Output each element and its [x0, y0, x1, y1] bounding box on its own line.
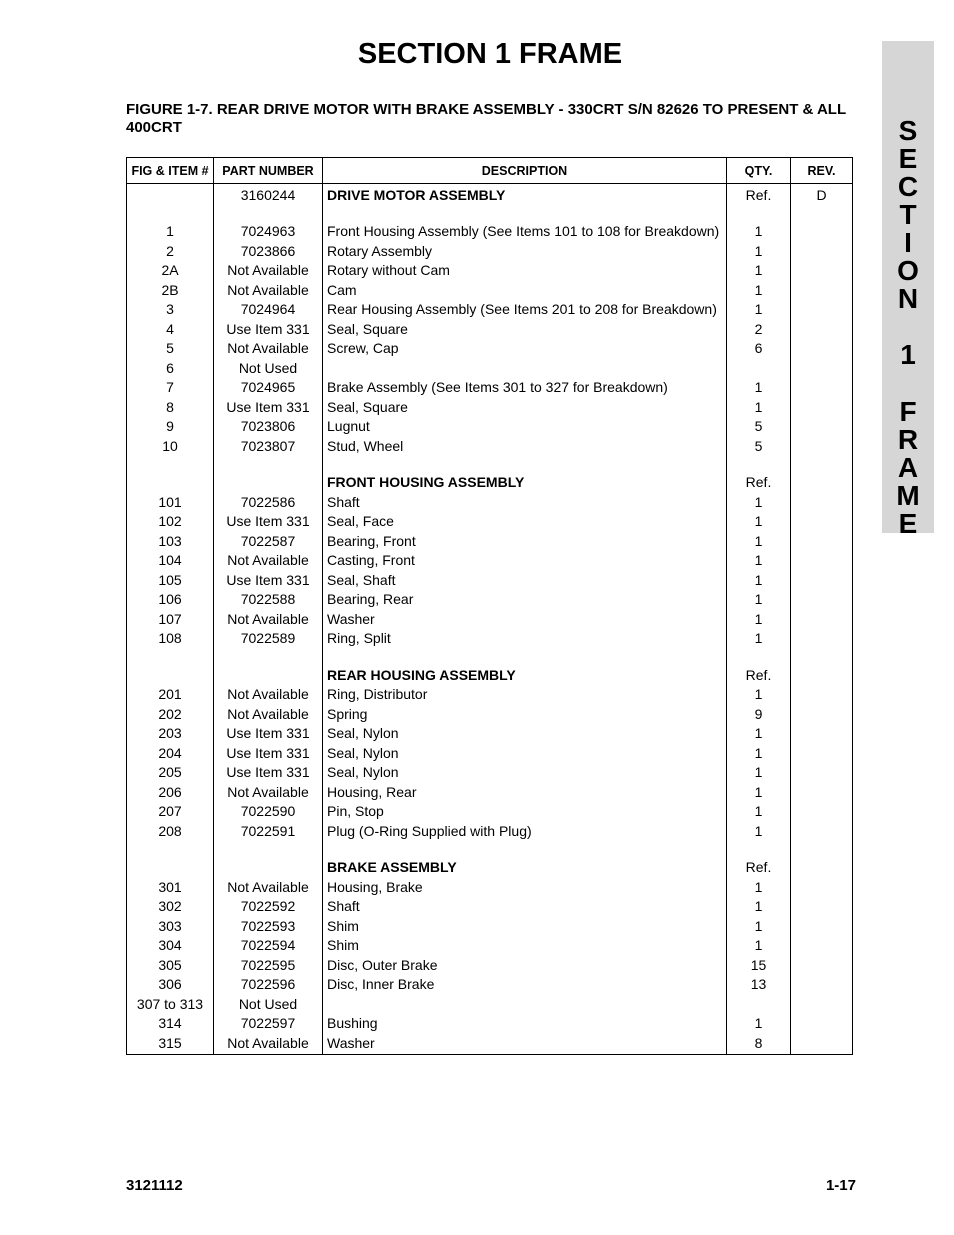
qty-cell: 8	[727, 1032, 791, 1054]
description-cell: Shaft	[323, 896, 727, 916]
rev-cell	[791, 338, 853, 358]
part-number-cell: Not Available	[214, 781, 323, 801]
part-number-cell: 7022588	[214, 589, 323, 609]
fig-item-cell: 106	[127, 589, 214, 609]
qty-cell: Ref.	[727, 472, 791, 492]
table-row	[127, 550, 853, 570]
rev-cell	[791, 742, 853, 762]
qty-cell: 1	[727, 628, 791, 648]
table-row	[127, 569, 853, 589]
qty-cell: 1	[727, 530, 791, 550]
header-part-number: PART NUMBER	[214, 158, 323, 184]
description-cell: Rear Housing Assembly (See Items 201 to 208 for Breakdown)	[323, 299, 727, 319]
spacer-cell	[727, 840, 791, 857]
qty-cell: 1	[727, 876, 791, 896]
qty-cell	[727, 357, 791, 377]
part-number-cell: Use Item 331	[214, 511, 323, 531]
qty-cell: 1	[727, 820, 791, 840]
table-spacer-row	[127, 647, 853, 664]
part-number-cell: Not Available	[214, 684, 323, 704]
qty-cell: 5	[727, 435, 791, 455]
fig-item-cell: 105	[127, 569, 214, 589]
rev-cell	[791, 589, 853, 609]
description-cell: Brake Assembly (See Items 301 to 327 for Breakdown)	[323, 377, 727, 397]
part-number-cell: Use Item 331	[214, 762, 323, 782]
spacer-cell	[791, 647, 853, 664]
description-cell: Rotary Assembly	[323, 240, 727, 260]
description-cell: Seal, Shaft	[323, 569, 727, 589]
spacer-cell	[127, 204, 214, 221]
description-cell: Shim	[323, 915, 727, 935]
description-cell: Front Housing Assembly (See Items 101 to 108 for Breakdown)	[323, 221, 727, 241]
description-cell: Housing, Rear	[323, 781, 727, 801]
table-row	[127, 762, 853, 782]
table-row	[127, 935, 853, 955]
description-cell: Lugnut	[323, 416, 727, 436]
part-number-cell: Use Item 331	[214, 723, 323, 743]
description-cell: Washer	[323, 608, 727, 628]
page-number: 1-17	[825, 1177, 856, 1194]
tab-letter: 1	[900, 339, 916, 370]
fig-item-cell: 202	[127, 703, 214, 723]
rev-cell	[791, 416, 853, 436]
qty-cell: 1	[727, 550, 791, 570]
tab-letter: E	[898, 508, 918, 539]
part-number-cell: 7022589	[214, 628, 323, 648]
rev-cell	[791, 857, 853, 877]
description-cell: Disc, Inner Brake	[323, 974, 727, 994]
qty-cell: Ref.	[727, 857, 791, 877]
description-cell: Shim	[323, 935, 727, 955]
part-number-cell: Use Item 331	[214, 396, 323, 416]
qty-cell: 1	[727, 221, 791, 241]
fig-item-cell: 306	[127, 974, 214, 994]
table-row	[127, 684, 853, 704]
fig-item-cell: 108	[127, 628, 214, 648]
fig-item-cell	[127, 857, 214, 877]
spacer-cell	[727, 455, 791, 472]
description-cell: Bearing, Rear	[323, 589, 727, 609]
table-row	[127, 530, 853, 550]
spacer-cell	[127, 647, 214, 664]
description-cell: Bushing	[323, 1013, 727, 1033]
fig-item-cell: 304	[127, 935, 214, 955]
fig-item-cell: 107	[127, 608, 214, 628]
description-cell: Shaft	[323, 491, 727, 511]
tab-letter: A	[897, 452, 919, 483]
header-qty: QTY.	[727, 158, 791, 184]
table-row	[127, 876, 853, 896]
spacer-cell	[727, 647, 791, 664]
part-number-cell: 7022586	[214, 491, 323, 511]
description-cell: Housing, Brake	[323, 876, 727, 896]
qty-cell: 1	[727, 569, 791, 589]
fig-item-cell: 2B	[127, 279, 214, 299]
description-cell: Screw, Cap	[323, 338, 727, 358]
part-number-cell: 7023806	[214, 416, 323, 436]
rev-cell	[791, 664, 853, 684]
fig-item-cell: 10	[127, 435, 214, 455]
rev-cell	[791, 608, 853, 628]
fig-item-cell: 314	[127, 1013, 214, 1033]
qty-cell: 1	[727, 762, 791, 782]
qty-cell: 1	[727, 935, 791, 955]
qty-cell: 1	[727, 684, 791, 704]
fig-item-cell: 204	[127, 742, 214, 762]
qty-cell: 5	[727, 416, 791, 436]
part-number-cell: Not Available	[214, 279, 323, 299]
part-number-cell: 7023807	[214, 435, 323, 455]
document-number: 3121112	[126, 1177, 183, 1194]
qty-cell	[727, 993, 791, 1013]
part-number-cell: Use Item 331	[214, 318, 323, 338]
table-row	[127, 435, 853, 455]
fig-item-cell	[127, 472, 214, 492]
rev-cell	[791, 896, 853, 916]
description-cell: REAR HOUSING ASSEMBLY	[323, 664, 727, 684]
qty-cell: 1	[727, 260, 791, 280]
part-number-cell: Not Available	[214, 608, 323, 628]
fig-item-cell: 7	[127, 377, 214, 397]
part-number-cell: Not Available	[214, 260, 323, 280]
rev-cell	[791, 762, 853, 782]
rev-cell	[791, 801, 853, 821]
spacer-cell	[323, 840, 727, 857]
fig-item-cell: 2A	[127, 260, 214, 280]
tab-letter: M	[896, 480, 920, 511]
description-cell	[323, 357, 727, 377]
header-description: DESCRIPTION	[323, 158, 727, 184]
description-cell: Stud, Wheel	[323, 435, 727, 455]
tab-letter: F	[899, 396, 917, 427]
table-spacer-row	[127, 204, 853, 221]
description-cell: Bearing, Front	[323, 530, 727, 550]
table-header-row	[127, 158, 853, 184]
part-number-cell: Not Available	[214, 703, 323, 723]
fig-item-cell: 206	[127, 781, 214, 801]
qty-cell: 1	[727, 1013, 791, 1033]
part-number-cell	[214, 664, 323, 684]
qty-cell: 1	[727, 279, 791, 299]
fig-item-cell: 6	[127, 357, 214, 377]
fig-item-cell: 104	[127, 550, 214, 570]
fig-item-cell: 208	[127, 820, 214, 840]
spacer-cell	[214, 204, 323, 221]
table-section-row	[127, 184, 853, 204]
rev-cell	[791, 511, 853, 531]
part-number-cell: 7022595	[214, 954, 323, 974]
description-cell: Rotary without Cam	[323, 260, 727, 280]
section-side-tab	[882, 41, 934, 539]
qty-cell: 1	[727, 491, 791, 511]
rev-cell	[791, 260, 853, 280]
rev-cell	[791, 684, 853, 704]
fig-item-cell: 203	[127, 723, 214, 743]
table-row	[127, 491, 853, 511]
table-row	[127, 299, 853, 319]
table-row	[127, 396, 853, 416]
qty-cell: Ref.	[727, 664, 791, 684]
table-row	[127, 318, 853, 338]
rev-cell	[791, 240, 853, 260]
fig-item-cell: 305	[127, 954, 214, 974]
rev-cell	[791, 299, 853, 319]
fig-item-cell: 201	[127, 684, 214, 704]
description-cell: Seal, Square	[323, 396, 727, 416]
qty-cell: 1	[727, 589, 791, 609]
table-row	[127, 608, 853, 628]
spacer-cell	[323, 455, 727, 472]
rev-cell	[791, 723, 853, 743]
table-row	[127, 279, 853, 299]
fig-item-cell: 102	[127, 511, 214, 531]
spacer-cell	[323, 647, 727, 664]
table-row	[127, 974, 853, 994]
spacer-cell	[727, 204, 791, 221]
part-number-cell: 7024964	[214, 299, 323, 319]
fig-item-cell: 101	[127, 491, 214, 511]
rev-cell: D	[791, 184, 853, 204]
rev-cell	[791, 396, 853, 416]
table-row	[127, 801, 853, 821]
table-row	[127, 338, 853, 358]
spacer-cell	[791, 840, 853, 857]
table-row	[127, 628, 853, 648]
description-cell: Seal, Nylon	[323, 762, 727, 782]
qty-cell: 1	[727, 608, 791, 628]
table-row	[127, 742, 853, 762]
part-number-cell: Not Used	[214, 993, 323, 1013]
tab-letter: T	[899, 199, 917, 230]
page-title: SECTION 1 FRAME	[357, 38, 623, 70]
rev-cell	[791, 221, 853, 241]
table-row	[127, 416, 853, 436]
fig-item-cell: 205	[127, 762, 214, 782]
rev-cell	[791, 472, 853, 492]
part-number-cell: Not Available	[214, 876, 323, 896]
qty-cell: 1	[727, 801, 791, 821]
description-cell: Ring, Split	[323, 628, 727, 648]
qty-cell: 1	[727, 299, 791, 319]
part-number-cell: 7022594	[214, 935, 323, 955]
rev-cell	[791, 876, 853, 896]
part-number-cell: Not Available	[214, 338, 323, 358]
tab-letter: S	[898, 115, 918, 146]
part-number-cell: Not Available	[214, 1032, 323, 1054]
rev-cell	[791, 993, 853, 1013]
rev-cell	[791, 491, 853, 511]
rev-cell	[791, 530, 853, 550]
description-cell: Seal, Face	[323, 511, 727, 531]
rev-cell	[791, 628, 853, 648]
qty-cell: 1	[727, 511, 791, 531]
description-cell: Cam	[323, 279, 727, 299]
qty-cell: 1	[727, 396, 791, 416]
rev-cell	[791, 954, 853, 974]
fig-item-cell: 1	[127, 221, 214, 241]
part-number-cell: Not Available	[214, 550, 323, 570]
qty-cell: 2	[727, 318, 791, 338]
description-cell: Pin, Stop	[323, 801, 727, 821]
part-number-cell	[214, 472, 323, 492]
part-number-cell: Not Used	[214, 357, 323, 377]
fig-item-cell: 302	[127, 896, 214, 916]
part-number-cell: 7024965	[214, 377, 323, 397]
tab-letter: O	[897, 255, 919, 286]
description-cell: FRONT HOUSING ASSEMBLY	[323, 472, 727, 492]
table-row	[127, 511, 853, 531]
rev-cell	[791, 569, 853, 589]
fig-item-cell: 103	[127, 530, 214, 550]
table-section-row	[127, 472, 853, 492]
table-row	[127, 1013, 853, 1033]
description-cell: DRIVE MOTOR ASSEMBLY	[323, 184, 727, 204]
part-number-cell: 7024963	[214, 221, 323, 241]
fig-item-cell: 3	[127, 299, 214, 319]
description-cell: Disc, Outer Brake	[323, 954, 727, 974]
fig-item-cell: 5	[127, 338, 214, 358]
description-cell: Seal, Square	[323, 318, 727, 338]
table-row	[127, 240, 853, 260]
description-cell	[323, 993, 727, 1013]
rev-cell	[791, 703, 853, 723]
spacer-cell	[127, 840, 214, 857]
qty-cell: 6	[727, 338, 791, 358]
fig-item-cell: 315	[127, 1032, 214, 1054]
fig-item-cell: 207	[127, 801, 214, 821]
table-spacer-row	[127, 840, 853, 857]
table-row	[127, 915, 853, 935]
table-spacer-row	[127, 455, 853, 472]
tab-letter: R	[897, 424, 919, 455]
fig-item-cell	[127, 664, 214, 684]
table-row	[127, 723, 853, 743]
description-cell: Ring, Distributor	[323, 684, 727, 704]
fig-item-cell: 303	[127, 915, 214, 935]
tab-letter: E	[898, 143, 918, 174]
figure-caption: FIGURE 1-7. REAR DRIVE MOTOR WITH BRAKE ASSEMBLY - 330CRT S/N 82626 TO PRESENT & ALL 400CRT	[126, 101, 846, 136]
part-number-cell: 7022590	[214, 801, 323, 821]
table-row	[127, 954, 853, 974]
rev-cell	[791, 357, 853, 377]
part-number-cell: 7022597	[214, 1013, 323, 1033]
spacer-cell	[791, 455, 853, 472]
fig-item-cell: 9	[127, 416, 214, 436]
rev-cell	[791, 820, 853, 840]
qty-cell: 1	[727, 781, 791, 801]
spacer-cell	[214, 840, 323, 857]
part-number-cell: 7022593	[214, 915, 323, 935]
part-number-cell: 7022591	[214, 820, 323, 840]
fig-item-cell: 301	[127, 876, 214, 896]
spacer-cell	[323, 204, 727, 221]
fig-item-cell: 307 to 313	[127, 993, 214, 1013]
rev-cell	[791, 1013, 853, 1033]
qty-cell: 1	[727, 896, 791, 916]
description-cell: BRAKE ASSEMBLY	[323, 857, 727, 877]
qty-cell: Ref.	[727, 184, 791, 204]
fig-item-cell: 2	[127, 240, 214, 260]
table-section-row	[127, 664, 853, 684]
qty-cell: 15	[727, 954, 791, 974]
parts-table-body	[127, 184, 853, 1055]
rev-cell	[791, 435, 853, 455]
header-rev: REV.	[791, 158, 853, 184]
description-cell: Plug (O-Ring Supplied with Plug)	[323, 820, 727, 840]
part-number-cell	[214, 857, 323, 877]
qty-cell: 1	[727, 723, 791, 743]
table-row	[127, 896, 853, 916]
table-row	[127, 377, 853, 397]
part-number-cell: 7022596	[214, 974, 323, 994]
spacer-cell	[214, 455, 323, 472]
fig-item-cell: 4	[127, 318, 214, 338]
rev-cell	[791, 935, 853, 955]
table-row	[127, 589, 853, 609]
tab-letter: I	[904, 227, 912, 258]
spacer-cell	[214, 647, 323, 664]
rev-cell	[791, 781, 853, 801]
part-number-cell: 7022592	[214, 896, 323, 916]
parts-table	[126, 157, 853, 1055]
qty-cell: 1	[727, 377, 791, 397]
rev-cell	[791, 915, 853, 935]
tab-letter: C	[897, 171, 919, 202]
description-cell: Washer	[323, 1032, 727, 1054]
qty-cell: 9	[727, 703, 791, 723]
table-row	[127, 820, 853, 840]
qty-cell: 1	[727, 742, 791, 762]
spacer-cell	[127, 455, 214, 472]
fig-item-cell: 8	[127, 396, 214, 416]
fig-item-cell	[127, 184, 214, 204]
table-row	[127, 221, 853, 241]
description-cell: Casting, Front	[323, 550, 727, 570]
header-fig-item: FIG & ITEM #	[127, 158, 214, 184]
rev-cell	[791, 279, 853, 299]
part-number-cell: Use Item 331	[214, 569, 323, 589]
table-row	[127, 357, 853, 377]
rev-cell	[791, 974, 853, 994]
rev-cell	[791, 1032, 853, 1054]
rev-cell	[791, 318, 853, 338]
qty-cell: 1	[727, 915, 791, 935]
qty-cell: 1	[727, 240, 791, 260]
part-number-cell: 7023866	[214, 240, 323, 260]
description-cell: Spring	[323, 703, 727, 723]
table-row	[127, 1032, 853, 1054]
part-number-cell: 7022587	[214, 530, 323, 550]
qty-cell: 13	[727, 974, 791, 994]
description-cell: Seal, Nylon	[323, 742, 727, 762]
table-section-row	[127, 857, 853, 877]
part-number-cell: 3160244	[214, 184, 323, 204]
tab-letter: N	[897, 283, 919, 314]
rev-cell	[791, 377, 853, 397]
rev-cell	[791, 550, 853, 570]
table-row	[127, 781, 853, 801]
table-row	[127, 260, 853, 280]
part-number-cell: Use Item 331	[214, 742, 323, 762]
description-cell: Seal, Nylon	[323, 723, 727, 743]
table-row	[127, 993, 853, 1013]
spacer-cell	[791, 204, 853, 221]
table-row	[127, 703, 853, 723]
